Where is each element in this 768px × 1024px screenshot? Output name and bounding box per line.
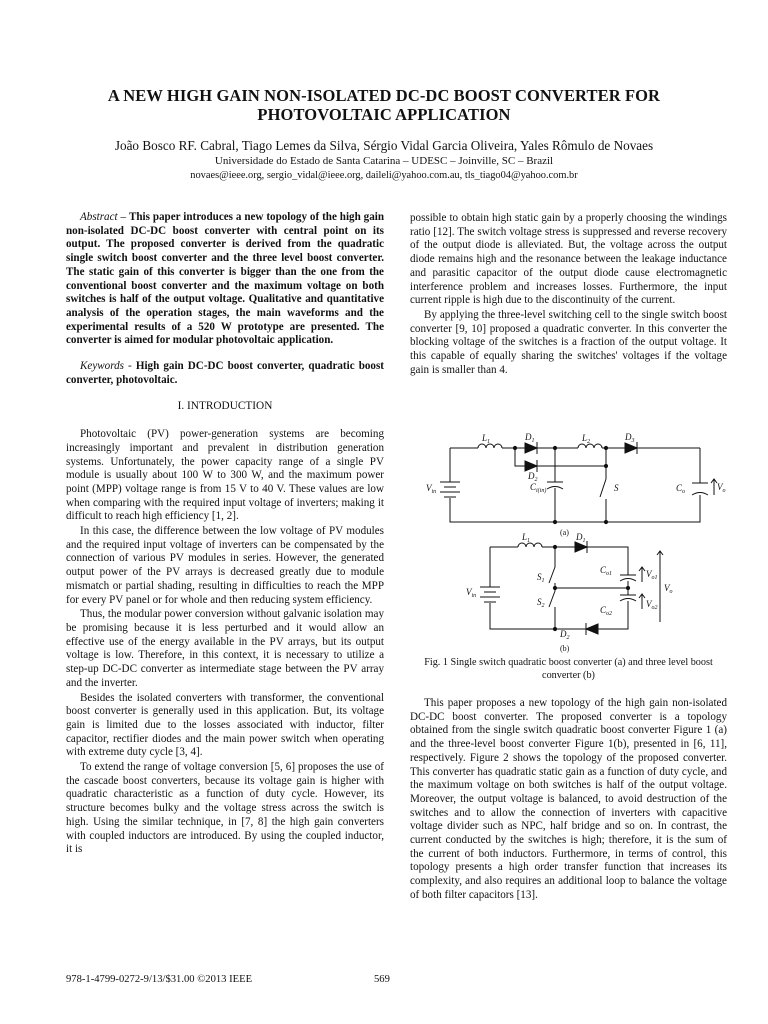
circuit-diagrams — [410, 427, 727, 655]
svg-text:Vo — [664, 583, 673, 595]
paper-affiliation: Universidade do Estado de Santa Catarina – UDESC – Joinville, SC – Brazil — [214, 155, 554, 167]
label-a-S: S — [614, 483, 619, 493]
label-b-S2: S — [537, 597, 542, 607]
keywords-lead: Keywords - — [80, 360, 136, 373]
figure-label-a: (a) — [560, 528, 569, 537]
svg-text:D3 — [624, 432, 635, 444]
label-b-Vo1-sub: o1 — [651, 575, 658, 581]
keywords — [66, 360, 384, 387]
intro-paragraph-1: Photovoltaic (PV) power-generation systems are becoming increasingly important and prevalent in distribution generation systems. Unfortunately, the power capacity range of a single PV module is usually about 100 W to 300 W, and the maximum power point (MPP) voltage range is from 15 V to 40 V. These values are low when comparing with the required input voltage of inverters; making it difficult to reach high efficiency [1, 2]. — [66, 428, 384, 523]
figure-1-caption: Fig. 1 Single switch quadratic boost converter (a) and three level boost converter (b) — [424, 657, 713, 681]
label-b-D1-sub: 1 — [582, 538, 586, 544]
keywords-text: High gain DC-DC boost converter, quadratic boost converter, photovoltaic. — [66, 360, 384, 386]
label-a-D3-sub: 3 — [631, 438, 635, 444]
label-b-S2-sub: 2 — [541, 603, 545, 609]
intro-paragraph-7: By applying the three-level switching cell to the single switch boost converter [9, 10] proposed a quadratic converter. In this converter the blocking voltage of the switches is a fraction of the output voltage. It this capable of equally sharing the switches' voltages if the voltage gain is smaller than 4. — [410, 308, 727, 376]
label-b-D1: D — [576, 532, 583, 542]
abstract — [66, 211, 384, 348]
intro-paragraph-5: To extend the range of voltage conversion [5, 6] proposes the use of the cascade boost converters, because its voltage gain is higher with quadratic characteristic as a function of duty cycle. However, its structure becomes bulky and the voltage stress across the switch is high. Using the similar technique, in [7, 8] the high gain converters with coupled inductors are introduced. By using the coupled inductor, it is — [66, 761, 384, 856]
svg-text:Co — [676, 483, 685, 495]
label-a-D1-sub: 1 — [531, 438, 535, 444]
label-a-Cin: C — [530, 482, 537, 492]
label-b-Co2: C — [600, 605, 607, 615]
svg-text:Ci(in) — [530, 482, 546, 494]
label-a-L2-sub: 2 — [587, 439, 591, 445]
footer-copyright: 978-1-4799-0272-9/13/$31.00 ©2013 IEEE — [66, 974, 253, 985]
svg-text:S2 — [537, 597, 545, 609]
label-a-Vin: V — [426, 483, 432, 493]
svg-text:Vin — [426, 483, 436, 495]
svg-text:D1 — [524, 432, 535, 444]
label-a-D2: D — [528, 471, 535, 481]
paper-emails: novaes@ieee.org, sergio_vidal@ieee.org, daileli@yahoo.com.au, tls_tiago04@yahoo.com.br — [190, 170, 578, 181]
label-b-L1: L — [522, 532, 528, 542]
label-a-Cin-sub: i(in) — [536, 488, 547, 494]
svg-text:L1 — [481, 433, 490, 445]
label-a-L2: L — [582, 433, 588, 443]
abstract-lead: Abstract – — [80, 211, 129, 223]
paper-title: A NEW HIGH GAIN NON-ISOLATED DC-DC BOOST CONVERTER FOR PHOTOVOLTAIC APPLICATION — [107, 86, 661, 124]
label-b-Co1: C — [600, 565, 607, 575]
label-a-Vo: V — [717, 482, 723, 492]
label-b-Vo2-sub: o2 — [651, 605, 658, 611]
svg-text:Vo — [717, 482, 726, 494]
label-b-Co2-sub: o2 — [606, 611, 613, 617]
left-column — [66, 211, 384, 857]
svg-text:Vo2 — [646, 599, 658, 611]
label-b-Vo-sub: o — [669, 589, 673, 595]
intro-paragraph-2: In this case, the difference between the low voltage of PV modules and the required input voltage of inverters can be compensated by the connection of various PV modules in series. However, the generated output power of the PV arrays is decreased greatly due to module mismatch or partial shading, resulting in difficulties to reach the MPP for every PV panel or for whole and then reducing system efficiency. — [66, 525, 384, 606]
svg-text:Vin — [466, 587, 476, 599]
label-a-Vin-sub: in — [431, 489, 437, 495]
label-a-Co-sub: o — [682, 489, 686, 495]
svg-text:Vo1 — [646, 569, 658, 581]
intro-paragraph-8: This paper proposes a new topology of the high gain non-isolated DC-DC boost converter. The proposed converter is a topology obtained from the single switch quadratic boost converter Figure 1 (a) and the three-level boost converter Figure 1(b), presented in [6, 11], respectively. Figure 2 shows the topology of the proposed converter. This converter has quadratic static gain as a function of duty cycle, and the maximum voltage on both switches is half of the output voltage. Moreover, the output voltage is balanced, to avoid destruction of the switches and to allow the connection of inverters with capacitive voltage divider such as NPC, half bridge and so on. In contrast, the current conducted by the switches is high; therefore, it is the sum of the current of both inductors. Furthermore, in terms of control, this topology presents a high order transfer function that increases its complexity, and also requires an additional loop to balance the voltage of both filter capacitors [13]. — [410, 697, 727, 901]
svg-text:D2 — [559, 629, 570, 641]
label-b-S1: S — [537, 572, 542, 582]
label-a-D2-sub: 2 — [534, 477, 538, 483]
intro-paragraph-6: possible to obtain high static gain by a properly choosing the windings ratio [12]. The switch voltage stress is suppressed and reverse recovery of the output diode is alleviated. But, the voltage across the output diode remains high and the resonance between the leakage inductance and parasitic capacitor of the output diode cause electromagnetic interference problem and increases losses. Furthermore, the input current ripple is high due to the discontinuity of the current. — [410, 212, 727, 307]
label-b-Vo1: V — [646, 569, 652, 579]
intro-paragraph-3: Thus, the modular power conversion without galvanic isolation may be promising because it is less perturbed and it would allow an effective use of the energy available in the PV arrays, but its output voltage is low. Therefore, in this context, it is necessary to utilize a step-up DC-DC converter as intermediate stage between the PV array and the inverter. — [66, 608, 384, 689]
abstract-text: This paper introduces a new topology of the high gain non-isolated DC-DC boost converter with central point on its output. The proposed converter is derived from the quadratic single switch boost converter and the three level boost converter. The static gain of this converter is bigger than the one from the conventional boost converter and the maximum voltage on both switches is half of the output voltage. Qualitative and quantitative analysis of the operation stages, the main waveforms and the experimental results of a 520 W prototype are presented. The converter is aimed for modular photovoltaic application. — [66, 211, 384, 347]
label-a-D1: D — [525, 432, 532, 442]
label-b-L1-sub: 1 — [527, 538, 531, 544]
svg-text:L1 — [521, 532, 530, 544]
intro-paragraph-4: Besides the isolated converters with transformer, the conventional boost converter is generally used in this application. But, its voltage gain is limited due to the losses associated with inductor, filter capacitor, rectifier diodes and the main power switch when operating with extreme duty cycle [3, 4]. — [66, 691, 384, 759]
label-b-Co1-sub: o1 — [606, 571, 613, 577]
svg-text:Co1 — [600, 565, 612, 577]
label-b-Vo2: V — [646, 599, 652, 609]
right-column-bottom — [410, 697, 727, 903]
label-a-L1: L — [482, 433, 488, 443]
label-a-D3: D — [625, 432, 632, 442]
label-a-L1-sub: 1 — [487, 439, 491, 445]
label-a-Co: C — [676, 483, 683, 493]
svg-text:S1 — [537, 572, 545, 584]
label-b-D2: D — [560, 629, 567, 639]
label-b-S1-sub: 1 — [541, 578, 545, 584]
label-b-Vin-sub: in — [471, 593, 477, 599]
page-number: 569 — [374, 974, 390, 985]
section-heading-introduction: I. INTRODUCTION — [177, 400, 273, 413]
figure-1 — [410, 427, 727, 671]
label-b-D2-sub: 2 — [566, 635, 570, 641]
svg-text:Co2 — [600, 605, 612, 617]
label-b-Vo: V — [664, 583, 670, 593]
label-b-Vin: V — [466, 587, 472, 597]
paper-authors: João Bosco RF. Cabral, Tiago Lemes da Silva, Sérgio Vidal Garcia Oliveira, Yales Rômulo de Novaes — [114, 138, 654, 153]
figure-label-b: (b) — [560, 644, 570, 653]
label-a-Vo-sub: o — [722, 488, 726, 494]
right-column-top — [410, 212, 727, 377]
svg-text:L2 — [581, 433, 590, 445]
